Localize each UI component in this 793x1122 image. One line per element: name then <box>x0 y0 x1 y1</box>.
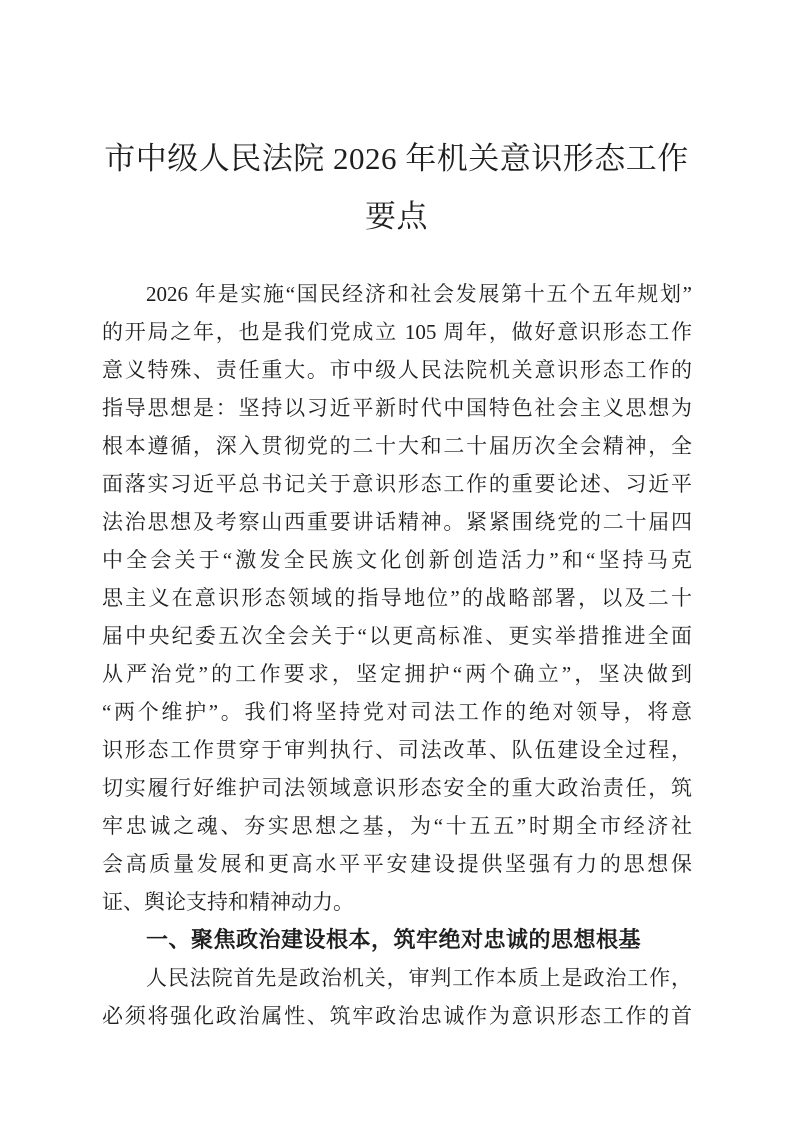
text-line: 从严治党”的工作要求，坚定拥护“两个确立”，坚决做到 <box>102 662 692 686</box>
text-line: 切实履行好维护司法领域意识形态安全的重大政治责任，筑 <box>102 776 692 800</box>
document-title-line-1: 市中级人民法院 2026 年机关意识形态工作 <box>104 141 689 176</box>
text-line: 意义特殊、责任重大。市中级人民法院机关意识形态工作的 <box>102 358 692 382</box>
text-line: 中全会关于“激发全民族文化创新创造活力”和“坚持马克 <box>102 548 692 572</box>
text-line: 必须将强化政治属性、筑牢政治忠诚作为意识形态工作的首 <box>102 1004 692 1028</box>
text-line: 牢忠诚之魂、夯实思想之基，为“十五五”时期全市经济社 <box>102 814 692 838</box>
text-line: 届中央纪委五次全会关于“以更高标准、更实举措推进全面 <box>102 624 692 648</box>
section-heading: 一、聚焦政治建设根本，筑牢绝对忠诚的思想根基 <box>146 927 642 952</box>
text-line: 面落实习近平总书记关于意识形态工作的重要论述、习近平 <box>102 472 692 496</box>
document-body <box>102 275 692 1035</box>
text-line: 人民法院首先是政治机关，审判工作本质上是政治工作， <box>146 966 692 990</box>
document-title <box>0 130 793 246</box>
text-line: 法治思想及考察山西重要讲话精神。紧紧围绕党的二十届四 <box>102 510 692 534</box>
text-line: “两个维护”。我们将坚持党对司法工作的绝对领导，将意 <box>102 700 692 724</box>
text-line: 的开局之年，也是我们党成立 105 周年，做好意识形态工作 <box>102 320 692 344</box>
document-title-line-2: 要点 <box>365 199 428 234</box>
text-line: 证、舆论支持和精神动力。 <box>102 890 354 914</box>
text-line: 会高质量发展和更高水平平安建设提供坚强有力的思想保 <box>102 852 692 876</box>
text-line: 根本遵循，深入贯彻党的二十大和二十届历次全会精神，全 <box>102 434 692 458</box>
text-line: 思主义在意识形态领域的指导地位”的战略部署，以及二十 <box>102 586 692 610</box>
text-line: 识形态工作贯穿于审判执行、司法改革、队伍建设全过程， <box>102 738 692 762</box>
text-line: 2026 年是实施“国民经济和社会发展第十五个五年规划” <box>146 282 692 306</box>
text-line: 指导思想是：坚持以习近平新时代中国特色社会主义思想为 <box>102 396 692 420</box>
